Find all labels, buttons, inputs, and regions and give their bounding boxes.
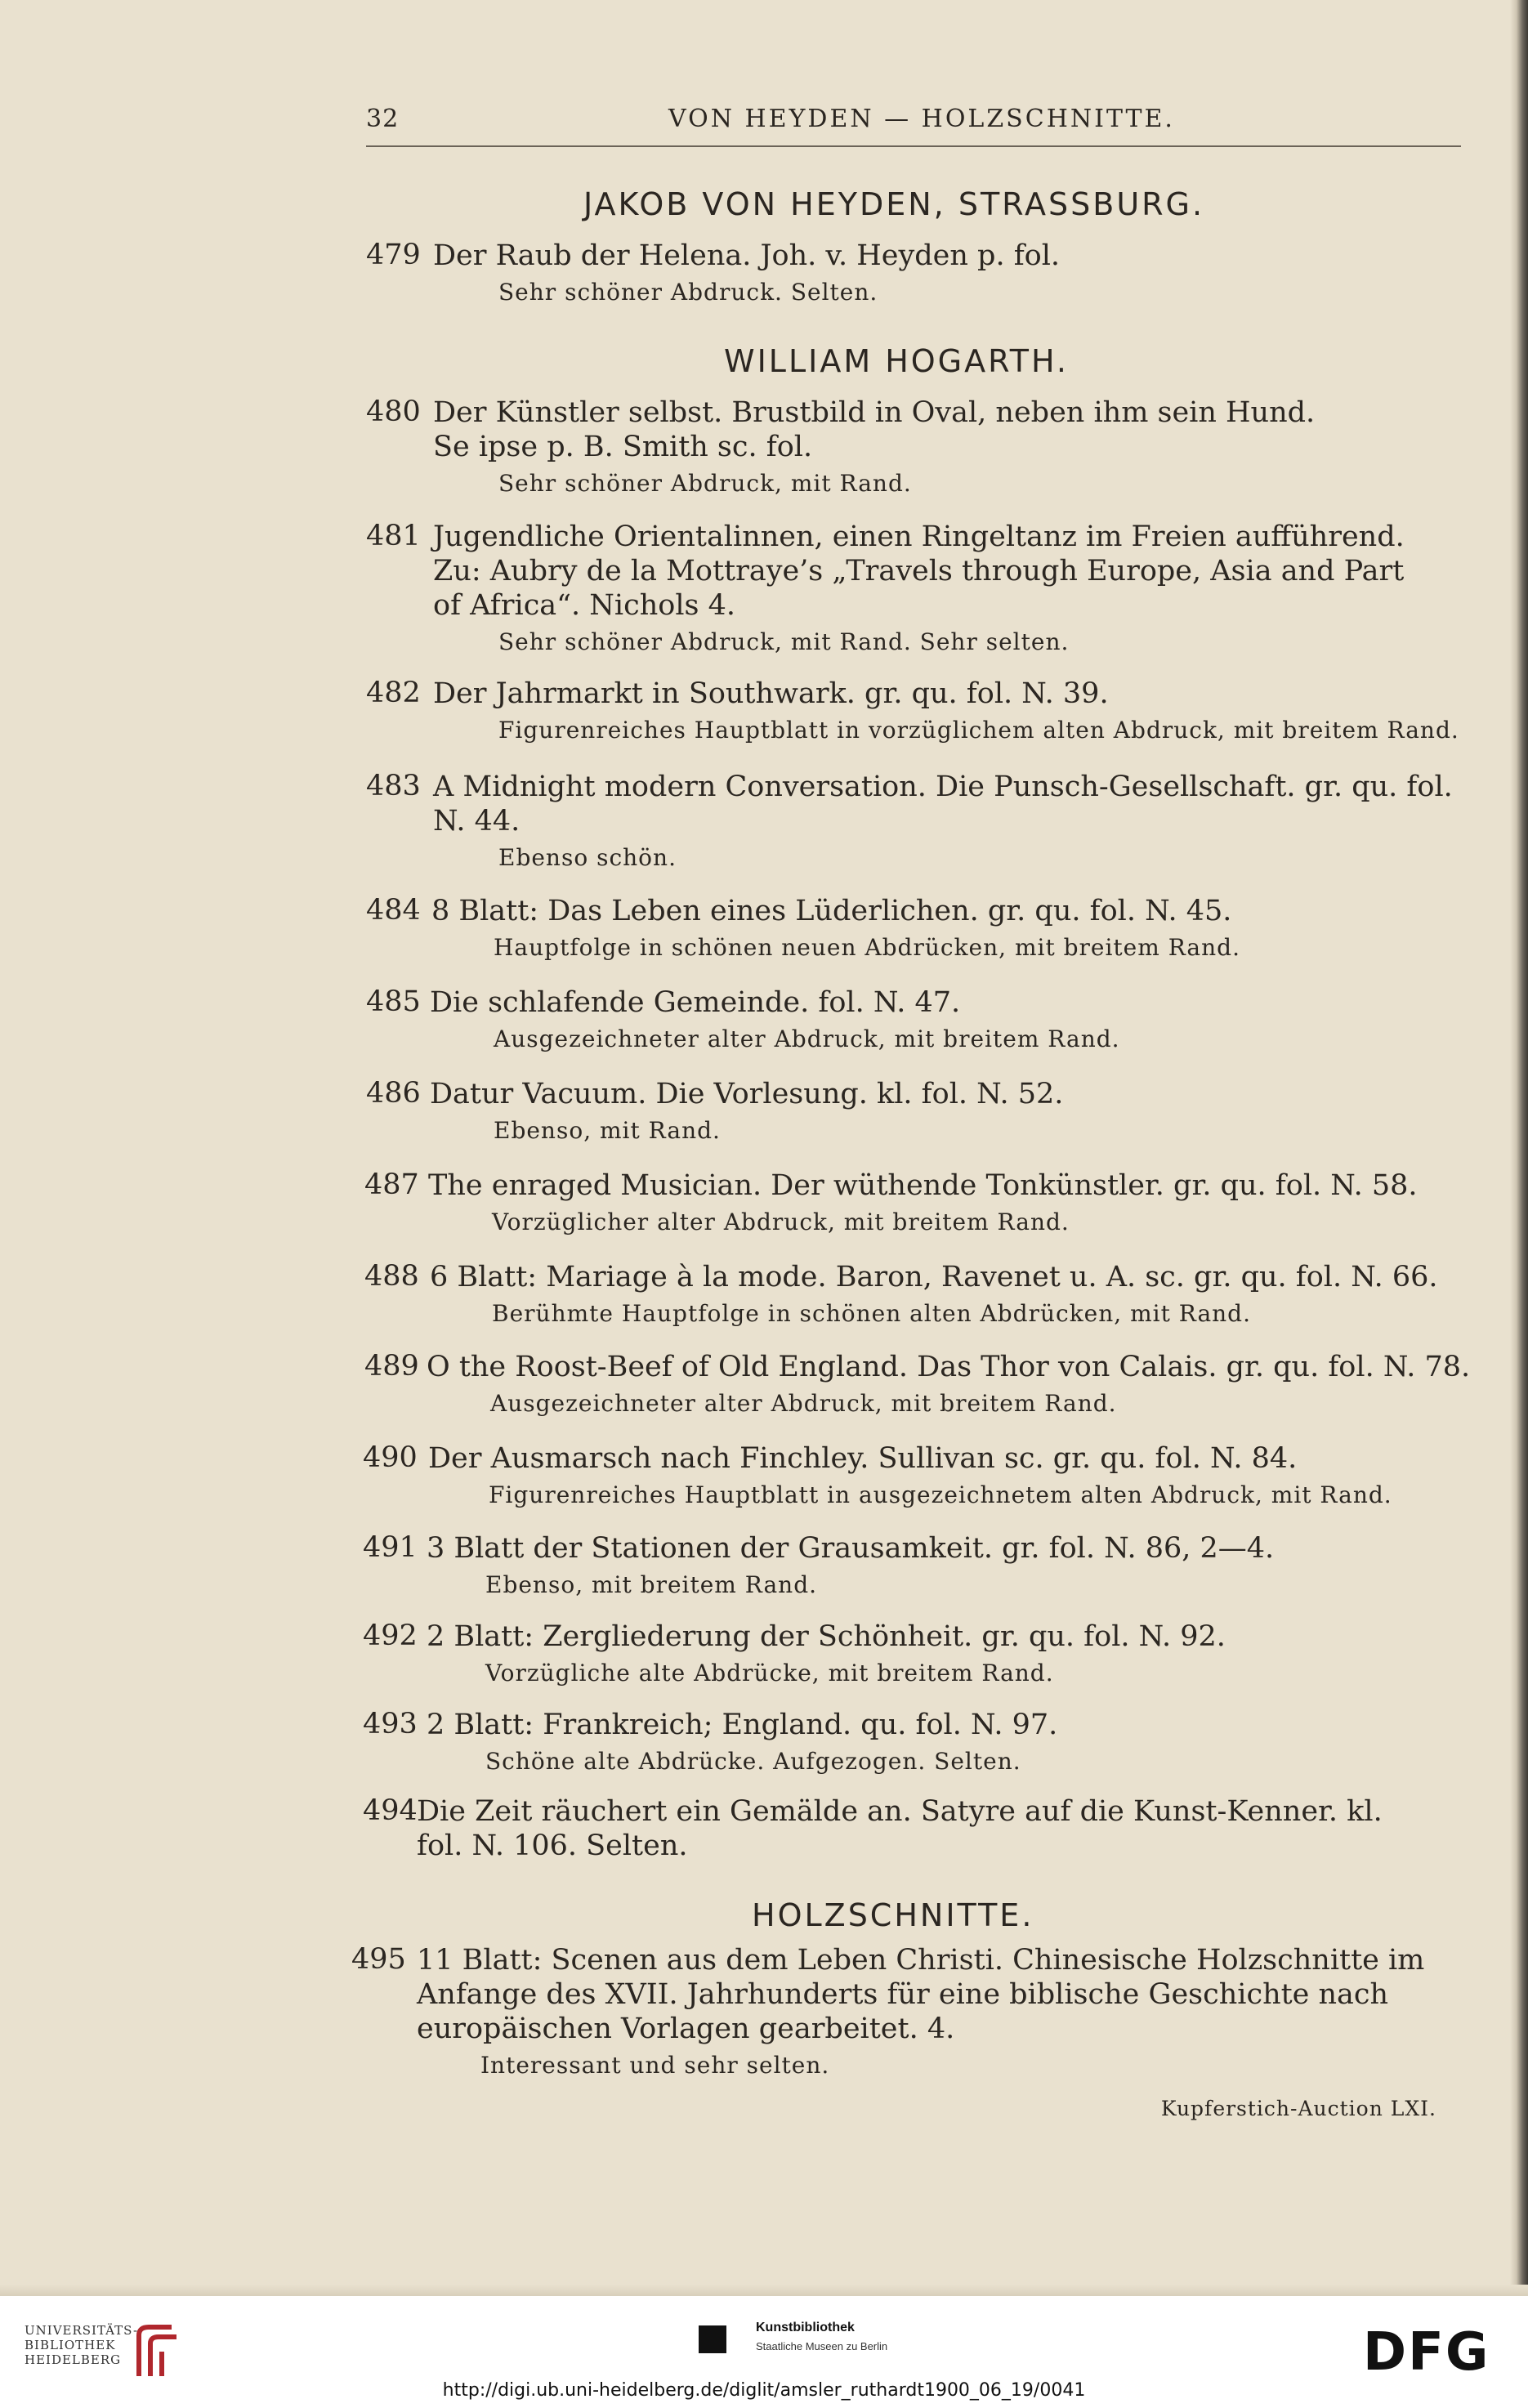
catalog-entry-484 xyxy=(366,894,1240,964)
entry-line-1: Jugendliche Orientalinnen, einen Ringeltanz im Freien aufführend. xyxy=(433,520,1405,553)
university-emblem-icon xyxy=(123,2319,188,2384)
catalog-entry-482 xyxy=(366,677,1459,747)
kunstbibliothek-subtitle: Staatliche Museen zu Berlin xyxy=(756,2340,888,2352)
entry-number: 483 xyxy=(366,770,421,802)
entry-line-1: 11 Blatt: Scenen aus dem Leben Christi. Chinesische Holzschnitte im xyxy=(417,1944,1425,1977)
university-library-logo xyxy=(25,2323,138,2367)
entry-line-2: Anfange des XVII. Jahrhunderts für eine biblische Geschichte nach xyxy=(417,1978,1389,2011)
university-line-3: HEIDELBERG xyxy=(25,2352,122,2367)
page-edge-shadow xyxy=(1510,0,1528,2296)
entry-note: Sehr schöner Abdruck, mit Rand. xyxy=(498,470,912,497)
entry-note: Ebenso schön. xyxy=(498,844,677,871)
entry-number: 486 xyxy=(366,1077,421,1110)
section-title-heyden: JAKOB VON HEYDEN, STRASSBURG. xyxy=(583,186,1205,222)
entry-number: 491 xyxy=(363,1531,418,1564)
kunstbibliothek-mark-icon xyxy=(699,2325,726,2353)
entry-title: O the Roost-Beef of Old England. Das Thor von Calais. gr. qu. fol. N. 78. xyxy=(427,1351,1471,1383)
catalog-entry-481 xyxy=(366,520,1405,659)
entry-number: 488 xyxy=(364,1260,419,1293)
entry-number: 480 xyxy=(366,395,421,428)
entry-number: 495 xyxy=(351,1943,406,1976)
entry-note: Ausgezeichneter alter Abdruck, mit breitem Rand. xyxy=(494,1025,1120,1052)
dfg-logo: DFG xyxy=(1363,2322,1490,2383)
entry-number: 482 xyxy=(366,677,421,709)
entry-title: 2 Blatt: Zergliederung der Schönheit. gr. qu. fol. N. 92. xyxy=(427,1620,1226,1653)
entry-title: 6 Blatt: Mariage à la mode. Baron, Ravenet u. A. sc. gr. qu. fol. N. 66. xyxy=(430,1261,1438,1293)
entry-title: Der Jahrmarkt in Southwark. gr. qu. fol. N. 39. xyxy=(433,677,1109,710)
entry-number: 479 xyxy=(366,239,421,271)
signature-footnote: Kupferstich-Auction LXI. xyxy=(1160,2097,1436,2120)
entry-number: 489 xyxy=(364,1350,419,1383)
section-title-holzschnitte: HOLZSCHNITTE. xyxy=(752,1897,1034,1933)
entry-line-1: Der Künstler selbst. Brustbild in Oval, neben ihm sein Hund. xyxy=(433,396,1316,429)
source-url-link[interactable]: http://digi.ub.uni-heidelberg.de/diglit/amsler_ruthardt1900_06_19/0041 xyxy=(442,2380,1086,2401)
entry-line-2: fol. N. 106. Selten. xyxy=(417,1829,688,1862)
entry-note: Ebenso, mit Rand. xyxy=(494,1117,721,1144)
entry-line-1: A Midnight modern Conversation. Die Punsch-Gesellschaft. gr. qu. fol. xyxy=(433,771,1453,803)
entry-number: 493 xyxy=(363,1708,418,1740)
entry-note: Ausgezeichneter alter Abdruck, mit breitem Rand. xyxy=(490,1390,1117,1417)
entry-line-3: europäischen Vorlagen gearbeitet. 4. xyxy=(417,2013,955,2045)
entry-note: Figurenreiches Hauptblatt in ausgezeichnetem alten Abdruck, mit Rand. xyxy=(489,1481,1392,1508)
entry-note: Figurenreiches Hauptblatt in vorzüglichem alten Abdruck, mit breitem Rand. xyxy=(498,717,1459,744)
catalog-entry-486 xyxy=(366,1077,1063,1147)
entry-note: Sehr schöner Abdruck. Selten. xyxy=(498,279,878,306)
entry-title: 2 Blatt: Frankreich; England. qu. fol. N. 97. xyxy=(427,1709,1058,1741)
entry-number: 492 xyxy=(363,1619,418,1652)
page-bottom-edge xyxy=(0,2285,1528,2296)
catalog-entry-488 xyxy=(364,1260,1438,1330)
entry-title: The enraged Musician. Der wüthende Tonkünstler. gr. qu. fol. N. 58. xyxy=(428,1169,1418,1202)
catalog-entry-493 xyxy=(363,1708,1057,1778)
entry-title: Der Ausmarsch nach Finchley. Sullivan sc. gr. qu. fol. N. 84. xyxy=(428,1442,1298,1475)
catalog-entry-479 xyxy=(366,239,1060,309)
catalog-entry-489 xyxy=(364,1350,1470,1420)
entry-line-2: N. 44. xyxy=(433,805,521,838)
entry-note: Vorzügliche alte Abdrücke, mit breitem Rand. xyxy=(485,1660,1054,1686)
entry-title: 3 Blatt der Stationen der Grausamkeit. gr. fol. N. 86, 2—4. xyxy=(427,1532,1275,1565)
entry-number: 484 xyxy=(366,894,421,927)
running-title: VON HEYDEN — HOLZSCHNITTE. xyxy=(668,105,1175,133)
catalog-entry-485 xyxy=(366,985,1120,1056)
catalog-entry-495 xyxy=(351,1943,1424,2082)
entry-note: Ebenso, mit breitem Rand. xyxy=(485,1571,818,1598)
catalog-entry-487 xyxy=(364,1168,1418,1239)
entry-number: 487 xyxy=(364,1168,419,1201)
entry-note: Hauptfolge in schönen neuen Abdrücken, mit breitem Rand. xyxy=(494,934,1240,961)
catalog-entry-490 xyxy=(363,1441,1392,1512)
university-line-1: UNIVERSITÄTS- xyxy=(25,2323,139,2338)
page-number: 32 xyxy=(366,105,400,133)
entry-note: Berühmte Hauptfolge in schönen alten Abdrücken, mit Rand. xyxy=(492,1300,1252,1327)
entry-number: 490 xyxy=(363,1441,418,1474)
catalog-entry-483 xyxy=(366,770,1453,874)
entry-title: 8 Blatt: Das Leben eines Lüderlichen. gr. qu. fol. N. 45. xyxy=(431,895,1232,927)
entry-number: 481 xyxy=(366,520,421,552)
entry-note: Schöne alte Abdrücke. Aufgezogen. Selten. xyxy=(485,1748,1021,1775)
entry-line-1: Die Zeit räuchert ein Gemälde an. Satyre auf die Kunst-Kenner. kl. xyxy=(417,1795,1383,1828)
catalog-entry-480 xyxy=(366,395,1315,500)
entry-number: 485 xyxy=(366,985,421,1018)
entry-line-3: of Africa“. Nichols 4. xyxy=(433,589,736,622)
university-line-2: BIBLIOTHEK xyxy=(25,2338,116,2352)
catalog-entry-492 xyxy=(363,1619,1226,1690)
entry-number: 494 xyxy=(363,1794,418,1827)
kunstbibliothek-name: Kunstbibliothek xyxy=(756,2321,855,2334)
page-header xyxy=(366,105,1461,147)
catalog-entry-491 xyxy=(363,1531,1274,1602)
catalog-entry-494 xyxy=(363,1794,1383,1863)
entry-title: Die schlafende Gemeinde. fol. N. 47. xyxy=(430,986,961,1019)
entry-note: Interessant und sehr selten. xyxy=(480,2052,830,2079)
entry-line-2: Zu: Aubry de la Mottraye’s „Travels through Europe, Asia and Part xyxy=(433,555,1405,587)
entry-line-2: Se ipse p. B. Smith sc. fol. xyxy=(433,431,813,463)
entry-note: Vorzüglicher alter Abdruck, mit breitem Rand. xyxy=(492,1208,1070,1235)
entry-title: Datur Vacuum. Die Vorlesung. kl. fol. N. 52. xyxy=(430,1078,1064,1110)
section-title-hogarth: WILLIAM HOGARTH. xyxy=(724,343,1069,379)
entry-title: Der Raub der Helena. Joh. v. Heyden p. fol. xyxy=(433,239,1061,272)
entry-note: Sehr schöner Abdruck, mit Rand. Sehr selten. xyxy=(498,628,1070,655)
